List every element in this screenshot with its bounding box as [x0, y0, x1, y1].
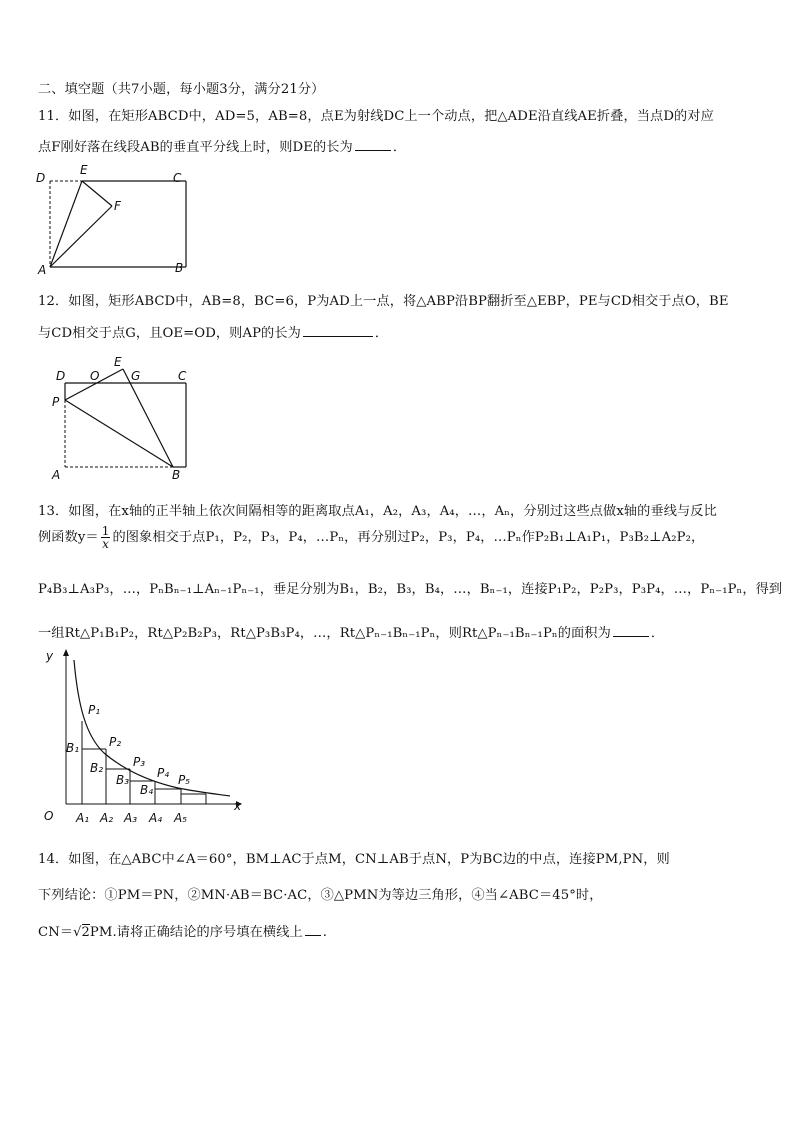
q13-label-P4: P₄ [157, 766, 170, 780]
q12-line-1: 12．如图，矩形ABCD中，AB=8，BC=6，P为AD上一点，将△ABP沿BP翻折至△EBP，PE与CD相交于点O，BE [38, 294, 729, 309]
q11-text: 点F刚好落在线段AB的垂直平分线上时，则DE的长为 [38, 140, 353, 155]
q12-label-E: E [114, 355, 122, 369]
q12-text: 与CD相交于点G，且OE=OD，则AP的长为 [38, 326, 301, 341]
q13-label-O: O [44, 809, 54, 823]
q11-figure [34, 160, 194, 280]
q14-answer-blank[interactable] [305, 934, 321, 936]
q12-answer-blank[interactable] [303, 335, 373, 337]
q14-line-1: 14．如图，在△ABC中∠A＝60°，BM⊥AC于点M，CN⊥AB于点N，P为BC边的中点，连接PM,PN，则 [38, 852, 670, 867]
q11-line-2 [38, 136, 406, 155]
q13-label-B3: B₃ [116, 773, 130, 787]
q11-label-A: A [38, 263, 47, 277]
sqrt-symbol: √2 [73, 925, 90, 940]
q12-label-A: A [52, 468, 61, 482]
q13-label-B1: B₁ [66, 741, 80, 755]
q13-label-P5: P₅ [178, 773, 191, 787]
q11-answer-blank[interactable] [355, 149, 391, 151]
q13-label-A3: A₃ [124, 811, 138, 825]
q11-label-F: F [114, 199, 121, 213]
q14-sqrt-radicand: 2 [81, 925, 90, 940]
q13-label-B2: B₂ [90, 761, 104, 775]
q12-figure [48, 352, 198, 487]
q13-text-pre: 例函数y＝ [38, 530, 99, 545]
q13-end: ． [650, 626, 665, 641]
q13-frac-denominator: x [102, 537, 110, 551]
q13-line-4 [38, 622, 664, 641]
q13-figure [38, 646, 248, 831]
q13-label-A4: A₄ [149, 811, 163, 825]
q13-label-A5: A₅ [174, 811, 188, 825]
q13-text-post: 的图象相交于点P₁，P₂，P₃，P₄，…Pₙ，再分别过P₂，P₃，P₄，…Pₙ作P₂B₁⊥A₁P₁，P₃B₂⊥A₂P₂， [112, 530, 705, 545]
q14-line-2: 下列结论：①PM＝PN，②MN·AB＝BC·AC，③△PMN为等边三角形，④当∠ABC＝45°时， [38, 888, 603, 903]
q12-label-C: C [178, 369, 187, 383]
q11-line-1: 11．如图，在矩形ABCD中，AD=5，AB=8，点E为射线DC上一个动点，把△ADE沿直线AE折叠，当点D的对应 [38, 109, 714, 124]
q13-label-P2: P₂ [109, 735, 122, 749]
q13-line-1: 13．如图，在x轴的正半轴上依次间隔相等的距离取点A₁，A₂，A₃，A₄，…，Aₙ，分别过这些点做x轴的垂线与反比 [38, 504, 717, 519]
q14-end: . [322, 925, 328, 940]
q14-line-3 [38, 921, 327, 940]
q13-label-y: y [46, 649, 54, 663]
q13-label-B4: B₄ [140, 783, 154, 797]
q13-label-A1: A₁ [76, 811, 90, 825]
q13-line-3: P₄B₃⊥A₃P₃，…，PₙBₙ₋₁⊥Aₙ₋₁Pₙ₋₁，垂足分别为B₁，B₂，B₃，B₄，…，Bₙ₋₁，连接P₁P₂，P₂P₃，P₃P₄，…，Pₙ₋₁Pₙ，得到 [38, 582, 783, 597]
q13-fraction [101, 525, 111, 550]
q14-text-post: PM.请将正确结论的序号填在横线上 [89, 925, 303, 940]
q14-text-pre: CN＝ [38, 925, 74, 940]
q13-frac-numerator: 1 [101, 524, 110, 538]
q13-label-x: x [234, 799, 242, 813]
q11-label-D: D [36, 171, 46, 185]
q11-label-E: E [80, 163, 88, 177]
q12-label-B: B [172, 468, 181, 482]
q13-line-2 [38, 525, 704, 550]
q11-label-C: C [173, 171, 182, 185]
q12-label-P: P [52, 395, 60, 409]
q13-text: 一组Rt△P₁B₁P₂，Rt△P₂B₂P₃，Rt△P₃B₃P₄，…，Rt△Pₙ₋₁Bₙ₋₁Pₙ，则Rt△Pₙ₋₁Bₙ₋₁Pₙ的面积为 [38, 626, 611, 641]
q13-label-P3: P₃ [133, 755, 146, 769]
q12-label-G: G [131, 369, 141, 383]
q11-label-B: B [175, 261, 184, 275]
q11-end: ． [392, 140, 407, 155]
q13-label-A2: A₂ [100, 811, 114, 825]
q12-label-D: D [56, 369, 66, 383]
q13-answer-blank[interactable] [613, 635, 649, 637]
q12-line-2 [38, 322, 388, 341]
q12-end: ． [374, 326, 389, 341]
section-header: 二、填空题（共7小题，每小题3分，满分21分） [38, 82, 325, 97]
q12-label-O: O [90, 369, 100, 383]
q13-label-P1: P₁ [88, 703, 101, 717]
